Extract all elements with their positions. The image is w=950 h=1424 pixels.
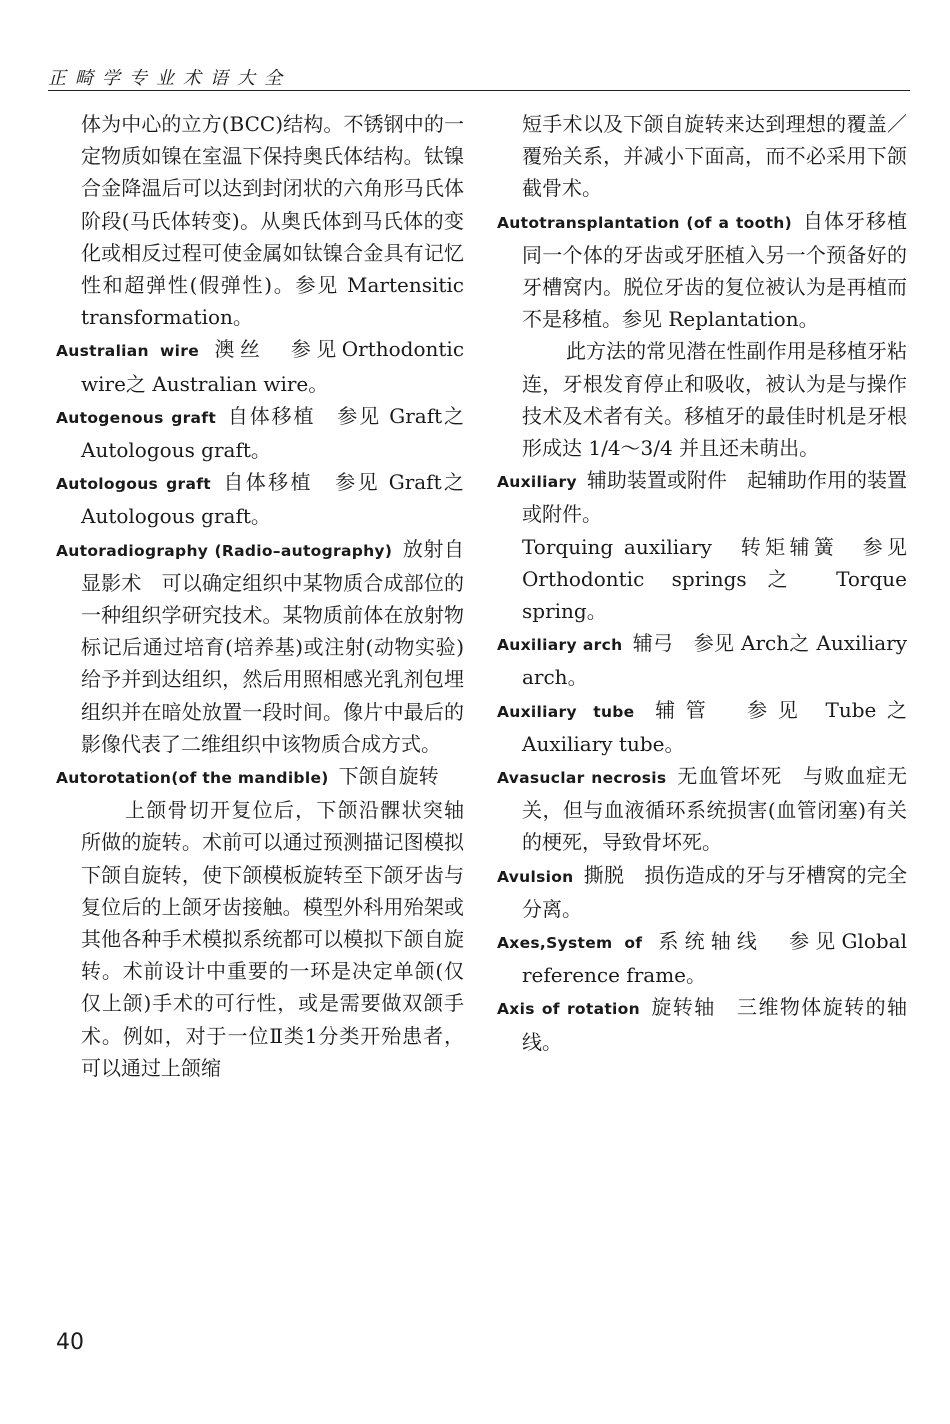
entry-chinese-term: 旋转轴 bbox=[649, 995, 716, 1020]
entry-chinese-term: 自体牙移植 bbox=[802, 208, 907, 233]
entry-sub-item: Torquing auxiliary 转矩辅簧 参见Orthodontic springs之 Torque spring。 bbox=[522, 534, 907, 624]
glossary-entry bbox=[497, 205, 907, 336]
entry-chinese-term: 辅弓 bbox=[632, 631, 674, 656]
entry-chinese-term: 无血管坏死 bbox=[676, 764, 783, 789]
entry-term: Auxiliary tube bbox=[497, 702, 635, 721]
glossary-entry bbox=[497, 760, 907, 859]
left-column bbox=[56, 108, 464, 1084]
page-number: 40 bbox=[56, 1330, 84, 1355]
entry-chinese-term: 澳丝 bbox=[209, 337, 266, 362]
entry-term: Australian wire bbox=[56, 342, 200, 361]
glossary-entry bbox=[497, 627, 907, 693]
entry-term: Auxiliary bbox=[497, 473, 577, 492]
entry-term: Autorotation(of the mandible) bbox=[56, 769, 329, 788]
entry-chinese-term: 下颌自旋转 bbox=[338, 764, 439, 789]
entry-term: Avulsion bbox=[497, 867, 574, 886]
entry-chinese-term: 自体移植 bbox=[220, 470, 313, 495]
glossary-entry bbox=[56, 760, 464, 794]
entry-term: Autoradiography (Radio–autography) bbox=[56, 541, 393, 560]
entry-definition: 参见 Tube之 Auxiliary tube。 bbox=[522, 697, 908, 756]
glossary-entry bbox=[497, 991, 907, 1057]
glossary-entry bbox=[497, 694, 907, 760]
entry-term: Avasuclar necrosis bbox=[497, 769, 667, 788]
continuation-text: 短手术以及下颌自旋转来达到理想的覆盖／覆殆关系，并减小下面高，而不必采用下颌截骨术。 bbox=[522, 112, 907, 201]
entry-definition: 与败血症无关，但与血液循环系统损害(血管闭塞)有关的梗死，导致骨坏死。 bbox=[522, 764, 907, 855]
glossary-entry bbox=[497, 464, 907, 530]
entry-definition: 参见 Arch之 Auxiliary arch。 bbox=[522, 631, 908, 690]
right-column bbox=[497, 108, 907, 1058]
entry-definition: 参见Orthodontic wire之 Australian wire。 bbox=[81, 337, 465, 396]
entry-term: Auxiliary arch bbox=[497, 636, 623, 655]
entry-term: Autotransplantation (of a tooth) bbox=[497, 213, 792, 232]
entry-definition: 同一个体的牙齿或牙胚植入另一个预备好的牙槽窝内。脱位牙齿的复位被认为是再植而不是移植。参见 Replantation。 bbox=[522, 242, 907, 332]
entry-definition: 损伤造成的牙与牙槽窝的完全分离。 bbox=[522, 862, 908, 921]
entry-extra-paragraph: 此方法的常见潜在性副作用是移植牙粘连，牙根发育停止和吸收，被认为是与操作技术及术者有关。移植牙的最佳时机是牙根形成达 1/4～3/4 并且还未萌出。 bbox=[522, 339, 907, 461]
entry-definition: 参见Global reference frame。 bbox=[522, 929, 907, 988]
glossary-entry bbox=[56, 333, 464, 399]
entry-definition: 可以确定组织中某物质合成部位的一种组织学研究技术。某物质前体在放射物标记后通过培育(培养基)或注射(动物实验)给予并到达组织，然后用照相感光乳剂包埋组织并在暗处放置一段时间。像片中最后的影像代表了二维组织中该物质合成方式。 bbox=[81, 570, 465, 756]
entry-term: Autogenous graft bbox=[56, 408, 217, 427]
entry-definition: 起辅助作用的装置或附件。 bbox=[522, 468, 908, 527]
entry-term: Autologous graft bbox=[56, 475, 211, 494]
entry-term: Axes,System of bbox=[497, 934, 643, 953]
entry-chinese-term: 辅助装置或附件 bbox=[586, 468, 727, 493]
glossary-entry bbox=[497, 859, 907, 925]
entry-definition: 三维物体旋转的轴线。 bbox=[522, 995, 907, 1054]
entry-definition-paragraph: 上颌骨切开复位后，下颌沿髁状突轴所做的旋转。术前可以通过预测描记图模拟下颌自旋转，使下颌模板旋转至下颌牙齿与复位后的上颌牙齿接触。模型外科用殆架或其他各种手术模拟系统都可以模拟下颌自旋转。术前设计中重要的一环是决定单颌(仅仅上颌)手术的可行性，或是需要做双颌手术。例如，对于一位Ⅱ类1分类开殆患者，可以通过上颌缩 bbox=[81, 798, 464, 1080]
glossary-entry bbox=[497, 925, 907, 991]
entry-chinese-term: 系统轴线 bbox=[652, 929, 764, 954]
entry-chinese-term: 放射自显影术 bbox=[81, 536, 465, 595]
running-header bbox=[48, 64, 910, 91]
entry-definition: 参见 Graft之 Autologous graft。 bbox=[81, 470, 464, 529]
entry-chinese-term: 撕脱 bbox=[583, 862, 625, 887]
continuation-text: 体为中心的立方(BCC)结构。不锈钢中的一定物质如镍在室温下保持奥氏体结构。钛镍合金降温后可以达到封闭状的六角形马氏体阶段(马氏体转变)。从奥氏体到马氏体的变化或相反过程可使金属如钛镍合金具有记忆性和超弹性(假弹性)。参见 Martensitic transformation。 bbox=[81, 112, 464, 330]
entry-term: Axis of rotation bbox=[497, 1000, 640, 1019]
glossary-entry bbox=[56, 400, 464, 466]
glossary-entry bbox=[56, 466, 464, 532]
glossary-entry bbox=[56, 533, 464, 760]
header-title: 正畸学专业术语大全 bbox=[48, 68, 291, 89]
entry-definition: 参见 Graft之 Autologous graft。 bbox=[81, 403, 465, 463]
entry-chinese-term: 辅管 bbox=[644, 697, 717, 722]
entry-chinese-term: 自体移植 bbox=[226, 403, 316, 428]
